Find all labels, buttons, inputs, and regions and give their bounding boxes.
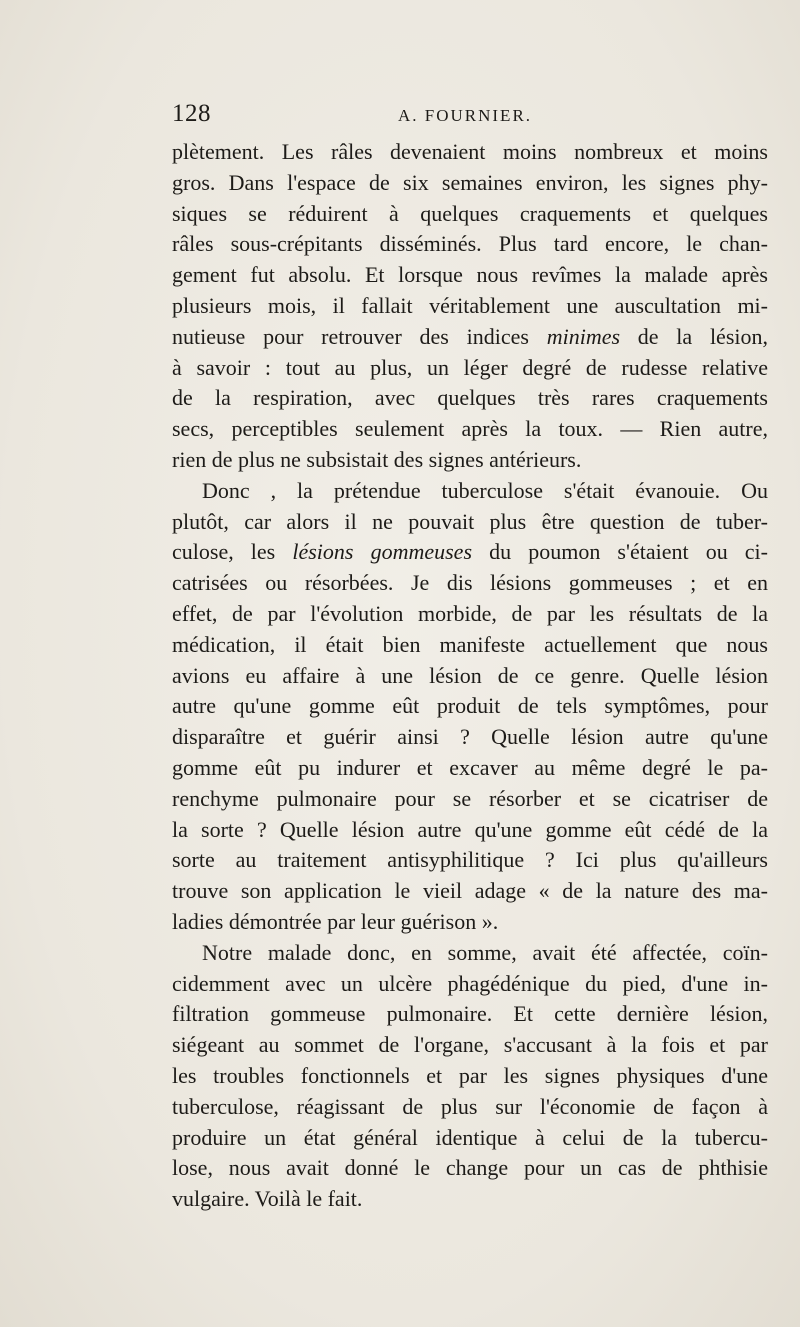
text-line bbox=[172, 568, 768, 599]
line-text: Notre malade donc, en somme, avait été affectée, coïn- bbox=[202, 939, 768, 965]
line-text: tuberculose, réagissant de plus sur l'économie de façon à bbox=[172, 1093, 768, 1119]
text-line bbox=[172, 199, 768, 230]
text-line bbox=[172, 815, 768, 846]
text-line bbox=[172, 1092, 768, 1123]
line-text: cidemment avec un ulcère phagédénique du pied, d'une in- bbox=[172, 970, 768, 996]
text-line bbox=[172, 1030, 768, 1061]
line-text: plutôt, car alors il ne pouvait plus être question de tuber- bbox=[172, 508, 768, 534]
text-line bbox=[172, 1123, 768, 1154]
line-text: gros. Dans l'espace de six semaines environ, les signes phy- bbox=[172, 169, 768, 195]
text-line bbox=[172, 999, 768, 1030]
line-text: trouve son application le vieil adage « de la nature des ma- bbox=[172, 878, 768, 904]
line-text: siégeant au sommet de l'organe, s'accusant à la fois et par bbox=[172, 1032, 768, 1058]
italic-text: lésions gommeuses bbox=[292, 539, 473, 565]
line-text: filtration gommeuse pulmonaire. Et cette dernière lésion, bbox=[172, 1001, 768, 1027]
line-text: avions eu affaire à une lésion de ce genre. Quelle lésion bbox=[172, 662, 768, 688]
text-line bbox=[172, 907, 768, 938]
line-text: à savoir : tout au plus, un léger degré de rudesse relative bbox=[172, 354, 768, 380]
page-header bbox=[172, 100, 768, 132]
line-text: nutieuse pour retrouver des indices bbox=[172, 323, 547, 349]
line-text: catrisées ou résorbées. Je dis lésions gommeuses ; et en bbox=[172, 570, 768, 596]
line-text: vulgaire. Voilà le fait. bbox=[172, 1186, 363, 1212]
body-text bbox=[172, 137, 768, 1215]
line-text: disparaître et guérir ainsi ? Quelle lésion autre qu'une bbox=[172, 724, 768, 750]
text-line bbox=[172, 753, 768, 784]
text-line bbox=[172, 291, 768, 322]
text-line bbox=[172, 383, 768, 414]
line-text: du poumon s'étaient ou ci- bbox=[472, 539, 768, 565]
italic-text: minimes bbox=[546, 323, 621, 349]
text-line bbox=[172, 476, 768, 507]
text-line bbox=[172, 1184, 768, 1215]
line-text: sorte au traitement antisyphilitique ? Ici plus qu'ailleurs bbox=[172, 847, 768, 873]
line-text: plètement. Les râles devenaient moins nombreux et moins bbox=[172, 139, 768, 164]
text-line bbox=[172, 260, 768, 291]
line-text: autre qu'une gomme eût produit de tels symptômes, pour bbox=[172, 693, 768, 719]
text-line bbox=[172, 168, 768, 199]
line-text: plusieurs mois, il fallait véritablement une auscultation mi- bbox=[172, 292, 768, 318]
line-text: la sorte ? Quelle lésion autre qu'une gomme eût cédé de la bbox=[172, 816, 768, 842]
line-text: produire un état général identique à celui de la tubercu- bbox=[172, 1124, 768, 1150]
line-text: rien de plus ne subsistait des signes antérieurs. bbox=[172, 446, 582, 472]
text-line bbox=[172, 414, 768, 445]
line-text: ladies démontrée par leur guérison ». bbox=[172, 908, 499, 934]
running-head: A. FOURNIER. bbox=[398, 106, 533, 125]
text-line bbox=[172, 691, 768, 722]
text-line bbox=[172, 661, 768, 692]
text-line bbox=[172, 229, 768, 260]
line-text: râles sous-crépitants disséminés. Plus tard encore, le chan- bbox=[172, 231, 768, 257]
line-text: effet, de par l'évolution morbide, de par les résultats de la bbox=[172, 600, 768, 626]
page-number: 128 bbox=[172, 100, 211, 127]
text-line bbox=[172, 722, 768, 753]
line-text: renchyme pulmonaire pour se résorber et se cicatriser de bbox=[172, 785, 768, 811]
line-text: de la lésion, bbox=[620, 323, 768, 349]
text-line bbox=[172, 507, 768, 538]
line-text: Donc , la prétendue tuberculose s'était évanouie. Ou bbox=[202, 477, 768, 503]
text-line bbox=[172, 445, 768, 476]
text-line bbox=[172, 630, 768, 661]
text-line bbox=[172, 537, 768, 568]
text-line bbox=[172, 845, 768, 876]
line-text: médication, il était bien manifeste actuellement que nous bbox=[172, 631, 768, 657]
text-line bbox=[172, 599, 768, 630]
text-line bbox=[172, 1061, 768, 1092]
line-text: gomme eût pu indurer et excaver au même degré le pa- bbox=[172, 754, 768, 780]
line-text: siques se réduirent à quelques craquements et quelques bbox=[172, 200, 768, 226]
text-line bbox=[172, 876, 768, 907]
text-line bbox=[172, 322, 768, 353]
text-line bbox=[172, 353, 768, 384]
text-line bbox=[172, 938, 768, 969]
line-text: les troubles fonctionnels et par les signes physiques d'une bbox=[172, 1062, 768, 1088]
line-text: secs, perceptibles seulement après la toux. — Rien autre, bbox=[172, 416, 768, 442]
text-line bbox=[172, 137, 768, 168]
text-line bbox=[172, 784, 768, 815]
line-text: culose, les bbox=[172, 539, 293, 565]
text-line bbox=[172, 969, 768, 1000]
line-text: de la respiration, avec quelques très rares craquements bbox=[172, 385, 768, 411]
text-line bbox=[172, 1153, 768, 1184]
line-text: lose, nous avait donné le change pour un cas de phthisie bbox=[172, 1155, 768, 1181]
line-text: gement fut absolu. Et lorsque nous revîmes la malade après bbox=[172, 262, 768, 288]
